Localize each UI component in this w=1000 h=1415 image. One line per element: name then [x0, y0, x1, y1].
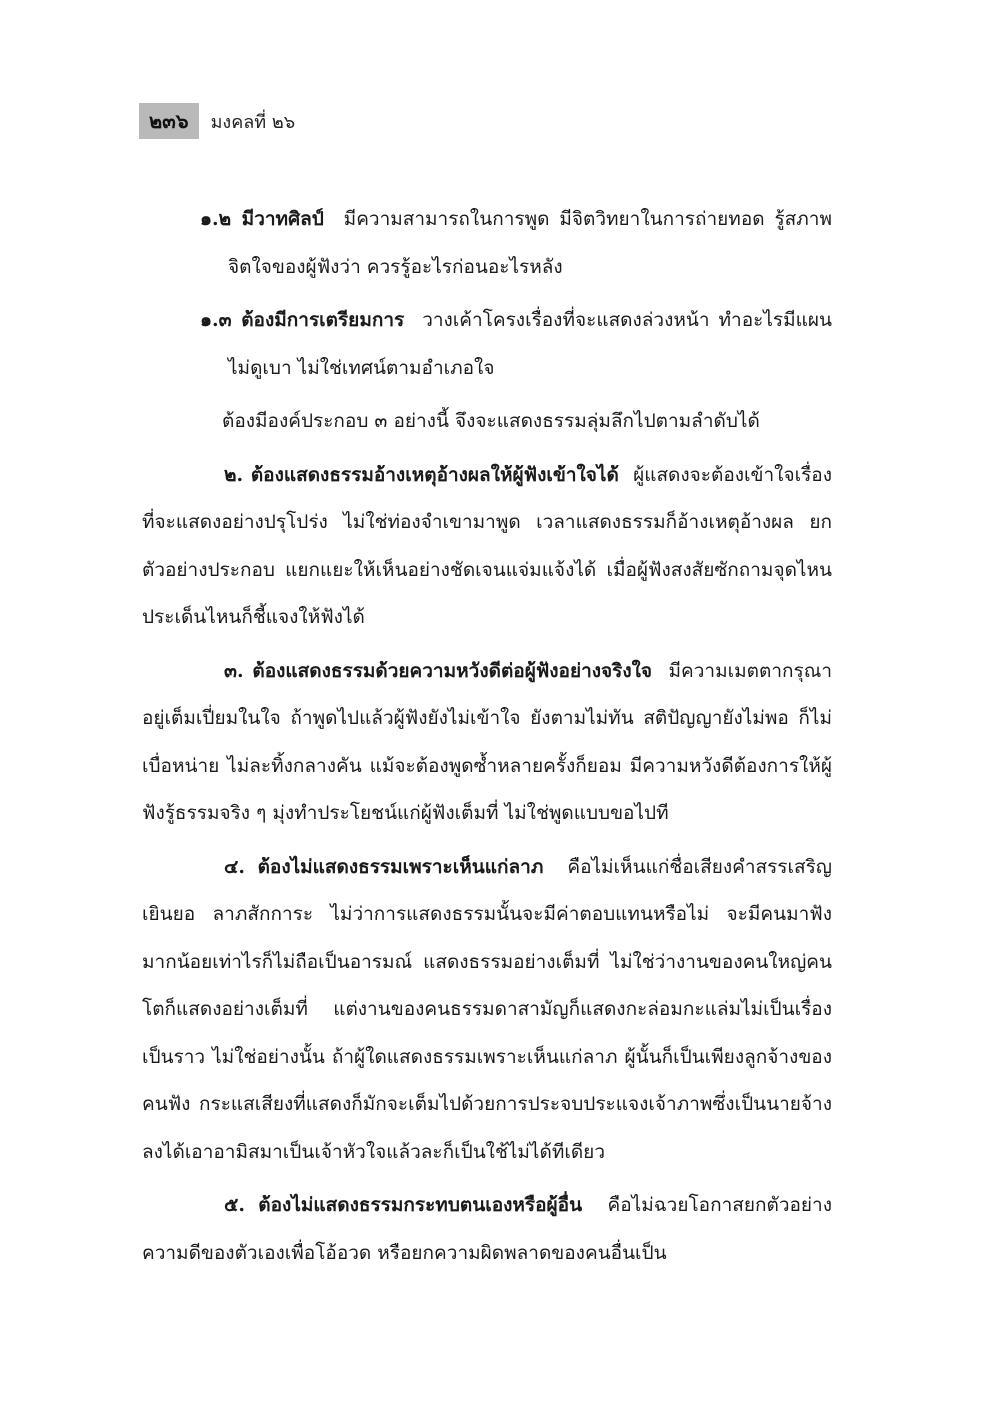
subsection-heading: ๑.๓ ต้องมีการเตรียมการ	[200, 309, 405, 331]
paragraph-heading: ๒. ต้องแสดงธรรมอ้างเหตุอ้างผลให้ผู้ฟังเข้าใจได้	[224, 463, 619, 486]
paragraph-4	[142, 844, 832, 1177]
paragraph-heading: ๕. ต้องไม่แสดงธรรมกระทบตนเองหรือผู้อื่น	[224, 1194, 583, 1216]
paragraph-text: ผู้แสดงจะต้องเข้าใจเรื่องที่จะแสดงอย่างปรุโปร่ง ไม่ใช่ท่องจำเขามาพูด เวลาแสดงธรรมก็อ้างเหตุอ้างผล ยกตัวอย่างประกอบ แยกแยะให้เห็นอย่างชัดเจนแจ่มแจ้งได้ เมื่อผู้ฟังสงสัยซักถามจุดไหนประเด็นไหนก็ชี้แจงให้ฟังได้	[142, 463, 832, 628]
running-title: มงคลที่ ๒๖	[210, 111, 296, 133]
body-text	[142, 196, 832, 1277]
subsection-heading: ๑.๒ มีวาทศิลป์	[200, 208, 324, 230]
summary-text: ต้องมีองค์ประกอบ ๓ อย่างนี้ จึงจะแสดงธรรมลุ่มลึกไปตามลำดับได้	[222, 410, 760, 432]
page-number: ๒๓๖	[139, 103, 199, 139]
paragraph-heading: ๓. ต้องแสดงธรรมด้วยความหวังดีต่อผู้ฟังอย่างจริงใจ	[224, 659, 653, 682]
subsection-text: มีความสามารถในการพูด มีจิตวิทยาในการถ่ายทอด รู้สภาพจิตใจของผู้ฟังว่า ควรรู้อะไรก่อนอะไรหลัง	[228, 208, 832, 278]
subsection-1-2	[142, 196, 832, 291]
paragraph-3	[142, 648, 832, 838]
subsection-1-3	[142, 297, 832, 392]
subsection-text: วางเค้าโครงเรื่องที่จะแสดงล่วงหน้า ทำอะไรมีแผน ไม่ดูเบา ไม่ใช่เทศน์ตามอำเภอใจ	[228, 309, 832, 379]
paragraph-text: คือไม่เห็นแก่ชื่อเสียงคำสรรเสริญเยินยอ ลาภสักการะ ไม่ว่าการแสดงธรรมนั้นจะมีค่าตอบแทนหรือไม่ จะมีคนมาฟังมากน้อยเท่าไรก็ไม่ถือเป็นอารมณ์ แสดงธรรมอย่างเต็มที่ ไม่ใช่ว่างานของคนใหญ่คนโตก็แสดงอย่างเต็มที่ แต่งานของคนธรรมดาสามัญก็แสดงกะล่อมกะแล่มไม่เป็นเรื่องเป็นราว ไม่ใช่อย่างนั้น ถ้าผู้ใดแสดงธรรมเพราะเห็นแก่ลาภ ผู้นั้นก็เป็นเพียงลูกจ้างของคนฟัง กระแสเสียงที่แสดงก็มักจะเต็มไปด้วยการประจบประแจงเจ้าภาพซึ่งเป็นนายจ้าง ลงได้เอาอามิสมาเป็นเจ้าหัวใจแล้วละก็เป็นใช้ไม่ได้ทีเดียว	[142, 855, 832, 1163]
paragraph-text: มีความเมตตากรุณาอยู่เต็มเปี่ยมในใจ ถ้าพูดไปแล้วผู้ฟังยังไม่เข้าใจ ยังตามไม่ทัน สติปัญญายังไม่พอ ก็ไม่เบื่อหน่าย ไม่ละทิ้งกลางคัน แม้จะต้องพูดซ้ำหลายครั้งก็ยอม มีความหวังดีต้องการให้ผู้ฟังรู้ธรรมจริง ๆ มุ่งทำประโยชน์แก่ผู้ฟังเต็มที่ ไม่ใช่พูดแบบขอไปที	[142, 659, 832, 824]
paragraph-text: คือไม่ฉวยโอกาสยกตัวอย่างความดีของตัวเองเพื่อโอ้อวด หรือยกความผิดพลาดของคนอื่นเป็น	[142, 1194, 832, 1264]
paragraph-heading: ๔. ต้องไม่แสดงธรรมเพราะเห็นแก่ลาภ	[224, 855, 544, 878]
page-header	[139, 103, 295, 139]
summary-line	[142, 398, 832, 446]
paragraph-5	[142, 1182, 832, 1277]
paragraph-2	[142, 452, 832, 642]
